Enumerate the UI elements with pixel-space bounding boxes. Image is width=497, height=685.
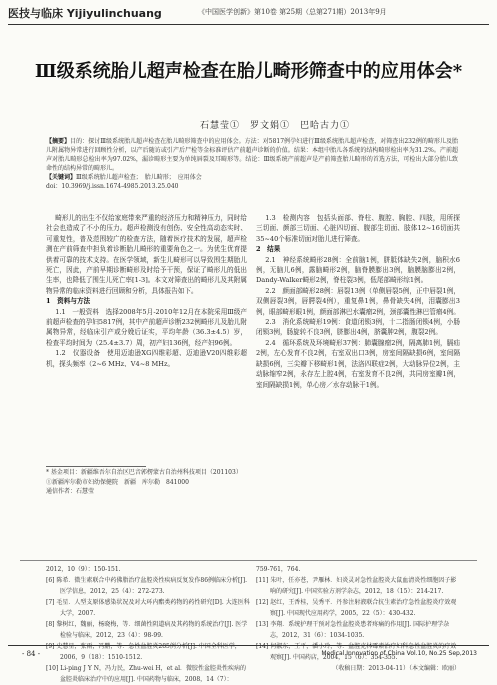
reference-divider <box>20 560 477 561</box>
author-list: 石慧莹① 罗文娟① 巴哈古力① <box>200 121 351 131</box>
reference-item: [10] Li-ping J Y N，冯力民，Zhu-wei H，et al．微胶性盆腔炎性疾病的盆腔炎临床治疗中的应用[J]. 中国药物与临床，2008，14（7）： <box>46 665 246 683</box>
abstract-label: 【摘要】 <box>46 138 71 145</box>
reference-list-right <box>256 564 460 674</box>
reference-item: 759-761，764. <box>256 566 301 573</box>
reference-list-left <box>46 564 251 685</box>
body-paragraph: 畸形儿的出生不仅给家庭带来严重的经济压力和精神压力，同时给社会也造成了不小的压力。超声检测没有创伤、安全性高动态实时、可重复性，普及范围较广的检查方法，随着医疗技术的发展，超声检测在产前筛查中担负着诊断胎儿畸形的重要角色之一。为优生优育提供着可靠的技术支持。在医学领域，新生儿畸形可以导致围生期胎儿死亡，因此，产前早期诊断畸形及时给予干预，保证了畸形儿的低出生率，也降低了围生儿死亡率[1-3]。本文对筛查出的畸形儿及其附属物异常的临床资料进行回顾和分析，具体报告如下。 <box>46 214 247 295</box>
body-paragraph: 1.2 仪器设备 使用迈迪逊XG四维彩超、迈迪逊V20四维彩超机，探头频率（2~6 MHz、V4~8 MHz。 <box>46 349 247 368</box>
reference-item: [13] 李翔．系统护理干预对急性盆腔炎患者疼痛的作用[J]. 国际护理学杂志，2012，31（6）：1034-1035. <box>256 621 450 639</box>
body-paragraph: 2.4 循环系统及环境畸形37例：肺囊腺瘤2例，隔离肺1例，膈疝2例，左心发育不良2例，右室双出口3例，房室间隔缺损6例，室间隔缺损6例，三尖瓣下移畸形1例，法洛四联症2例，大动脉异位2例，主动脉缩窄2例，永存左上腔4例，右室发育不良2例，共同房室瓣1例，室间隔缺损1例，单心房／水存动脉干1例。 <box>256 338 460 389</box>
footer-rule <box>8 645 489 646</box>
abstract-text: 目的：探讨Ⅲ级系统胎儿超声检查在胎儿畸形筛查中的应用体会。方法：对5817例孕妇进行Ⅲ级系统胎儿超声检查，对筛查出232例的畸形儿及胎儿附属物异常进行回顾性分析，以产后随访或引产后尸检等金标准评估产前超声诊断的价值。结果：本组中胎儿各系统的结构畸形检出率为31.2%。产前超声对胎儿畸形总检出率为97.02%，漏诊畸形主要为单纯唇裂及耳畸形等。结论：Ⅲ级系统产前超声是产前筛查胎儿畸形的首选方法，可检出大部分胎儿致命性的结构异常的畸形儿。 <box>46 138 458 172</box>
journal-name: 医技与临床 Yijiyulinchuang <box>8 7 162 20</box>
reference-item: [12] 赵红，王香桂，吴秀平．丹参注射液联合抗生素治疗急性盆腔炎疗效观察[J]. 中国现代应用药学，2005，22（5）：430-432. <box>256 599 457 617</box>
body-paragraph: 2.3 消化系统畸形19例：食道闭锁3例，十二指肠闭锁4例，小肠闭锁3例，肠旋转不良3例，脐膨出4例，脐囊肿2例，腹裂2例。 <box>256 318 460 337</box>
author-affiliation: ①新疆库尔勒市妇幼保健院 新疆 库尔勒 841000 <box>46 478 189 486</box>
page-number: - 84 - <box>22 650 41 658</box>
keywords-label: 【关键词】 <box>46 174 77 181</box>
header-rule <box>8 24 489 25</box>
reference-item: 2012，10（9）：150-151. <box>46 566 121 573</box>
corresponding-author: 通信作者：石慧莹 <box>46 488 95 495</box>
reference-item: [7] 毛星．人型支原体感染状况及对大环内酯类药物的药性研究[D]. 大连医科大学，2007. <box>46 599 250 617</box>
reference-item: [11] 朱叶，任亦苍，尹雁林．妇炎灵对急性盆腔炎大鼠血清炎性细胞因子影响的研究[J]. 中国实验方剂学杂志，2012，18（15）：214-217. <box>256 577 457 595</box>
footnote-rule <box>46 466 146 467</box>
running-header <box>0 0 497 26</box>
doi-text: doi：10.3969/j.issn.1674-4985.2013.25.040 <box>46 183 179 190</box>
fund-project: * 基金项目：新疆维吾尔自治区巴音郭楞蒙古自治州科技项目（201103） <box>46 469 242 476</box>
body-paragraph: 2.1 神经系统畸形28例：全前脑1例，胼胝体缺失2例，脑积水6例，无脑儿6例，露脑畸形2例，脑脊膜膨出3例，脑膜脑膨出2例，Dandy-Walker畸形2例，脊柱裂3例，低尾部畸形综1例。 <box>256 255 460 285</box>
reference-item: [6] 陈希．微生素联合中药佛脂治疗盆腔炎性疾病反复发作86例临床分析[J]. 医学信息，2012，25（4）：272-273. <box>46 577 248 595</box>
section-heading: 2 结果 <box>256 245 281 254</box>
issue-info: 《中国医学创新》第10卷 第25期（总第271期）2013年9月 <box>198 8 387 16</box>
body-paragraph: 2.2 颜面部畸形28例：唇裂13例（单侧唇裂5例，正中唇裂1例，双侧唇裂3例，唇腭裂4例），重复鼻1例，鼻骨缺失4例，泪囊膨出3例，眼部畸形眼1例，颜面部淋巴水囊瘤2例，颈部囊性淋巴管瘤4例。 <box>256 286 460 316</box>
keywords-text: Ⅲ级系统胎儿超声检查； 胎儿畸形； 应用体会 <box>76 174 202 181</box>
body-paragraph: 1.1 一般资料 选择2008年5月-2010年12月在本院采用Ⅲ级产前超声检查的孕妇5817例，其中产前超声诊断232例畸形儿及胎儿附属物异常，经临床引产或分娩后证实，平均年龄（36.3±4.5）岁，检查平均时间为（25.4±3.7）周，初产妇136例，经产妇96例。 <box>46 307 247 347</box>
reference-item: [14] 何淑东，王平，潘小玲，等．盆腔克林霉素治疗妇科急性盆腔炎的疗效观察[J]. 中国药店，2004，15（6）：354-355. <box>256 643 457 661</box>
received-date: （收稿日期：2013-04-11）（本文编辑：欧丽） <box>332 665 460 672</box>
footer-journal: Medical Innovation of China Vol.10, No.25 Sep,2013 <box>321 650 477 657</box>
funding-note <box>46 468 247 497</box>
reference-item: [8] 黎树红，魏丽，杨晓梅，等．细菌性阴道病及其药物的系统治疗[J]. 医学检验与临床，2012，23（4）：98-99. <box>46 621 248 639</box>
article-title: Ⅲ级系统胎儿超声检查在胎儿畸形筛查中的应用体会* <box>34 61 463 82</box>
abstract-block <box>46 137 458 191</box>
left-column <box>46 213 247 369</box>
body-paragraph: 1.3 检测内容 包括头面部、脊柱、腹腔、胸腔、四肢，用所探三切面、颜部三切面、心脏四切面、腹部生切面、肢体12~16切面共35~40个标准切面对胎儿进行筛查。 <box>256 214 460 243</box>
reference-item: [9] 史慧星，张雨，冯鹏，等．急性盆腔炎285例分析[J]. 中国全科医学，2006，9（18）：1510-1512. <box>46 643 241 661</box>
section-heading: 1 资料与方法 <box>46 297 91 306</box>
right-column <box>256 213 460 390</box>
